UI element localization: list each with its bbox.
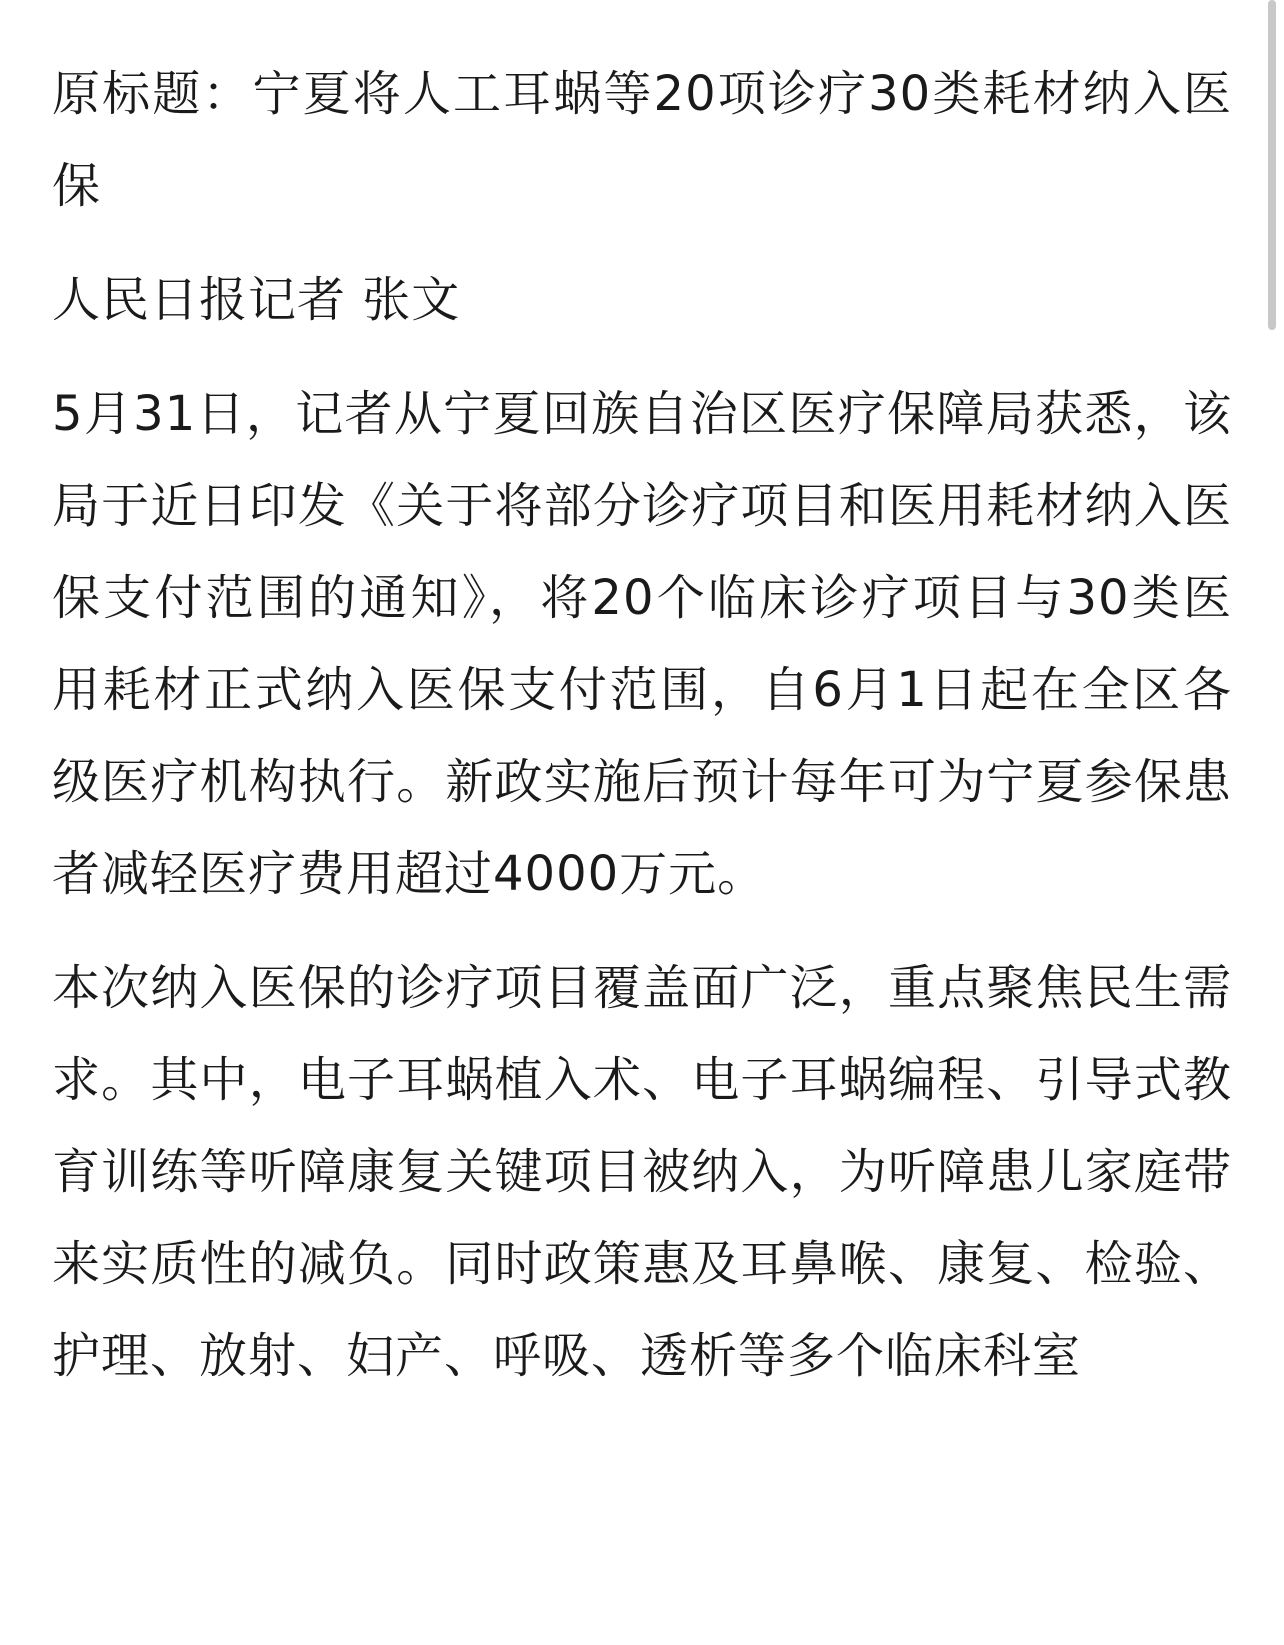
- article-byline: 人民日报记者 张文: [52, 272, 461, 328]
- article-paragraph: 5月31日，记者从宁夏回族自治区医疗保障局获悉，该局于近日印发《关于将部分诊疗项目和医用耗材纳入医保支付范围的通知》，将20个临床诊疗项目与30类医用耗材正式纳入医保支付范围，自6月1日起在全区各级医疗机构执行。新政实施后预计每年可为宁夏参保患者减轻医疗费用超过4000万元。: [52, 386, 1232, 902]
- article-paragraph: 本次纳入医保的诊疗项目覆盖面广泛，重点聚焦民生需求。其中，电子耳蜗植入术、电子耳蜗编程、引导式教育训练等听障康复关键项目被纳入，为听障患儿家庭带来实质性的减负。同时政策惠及耳鼻喉、康复、检验、护理、放射、妇产、呼吸、透析等多个临床科室: [52, 960, 1232, 1384]
- vertical-scrollbar[interactable]: [1268, 0, 1276, 330]
- article-original-title: 原标题：宁夏将人工耳蜗等20项诊疗30类耗材纳入医保: [52, 66, 1232, 214]
- article-body: [52, 48, 1232, 1402]
